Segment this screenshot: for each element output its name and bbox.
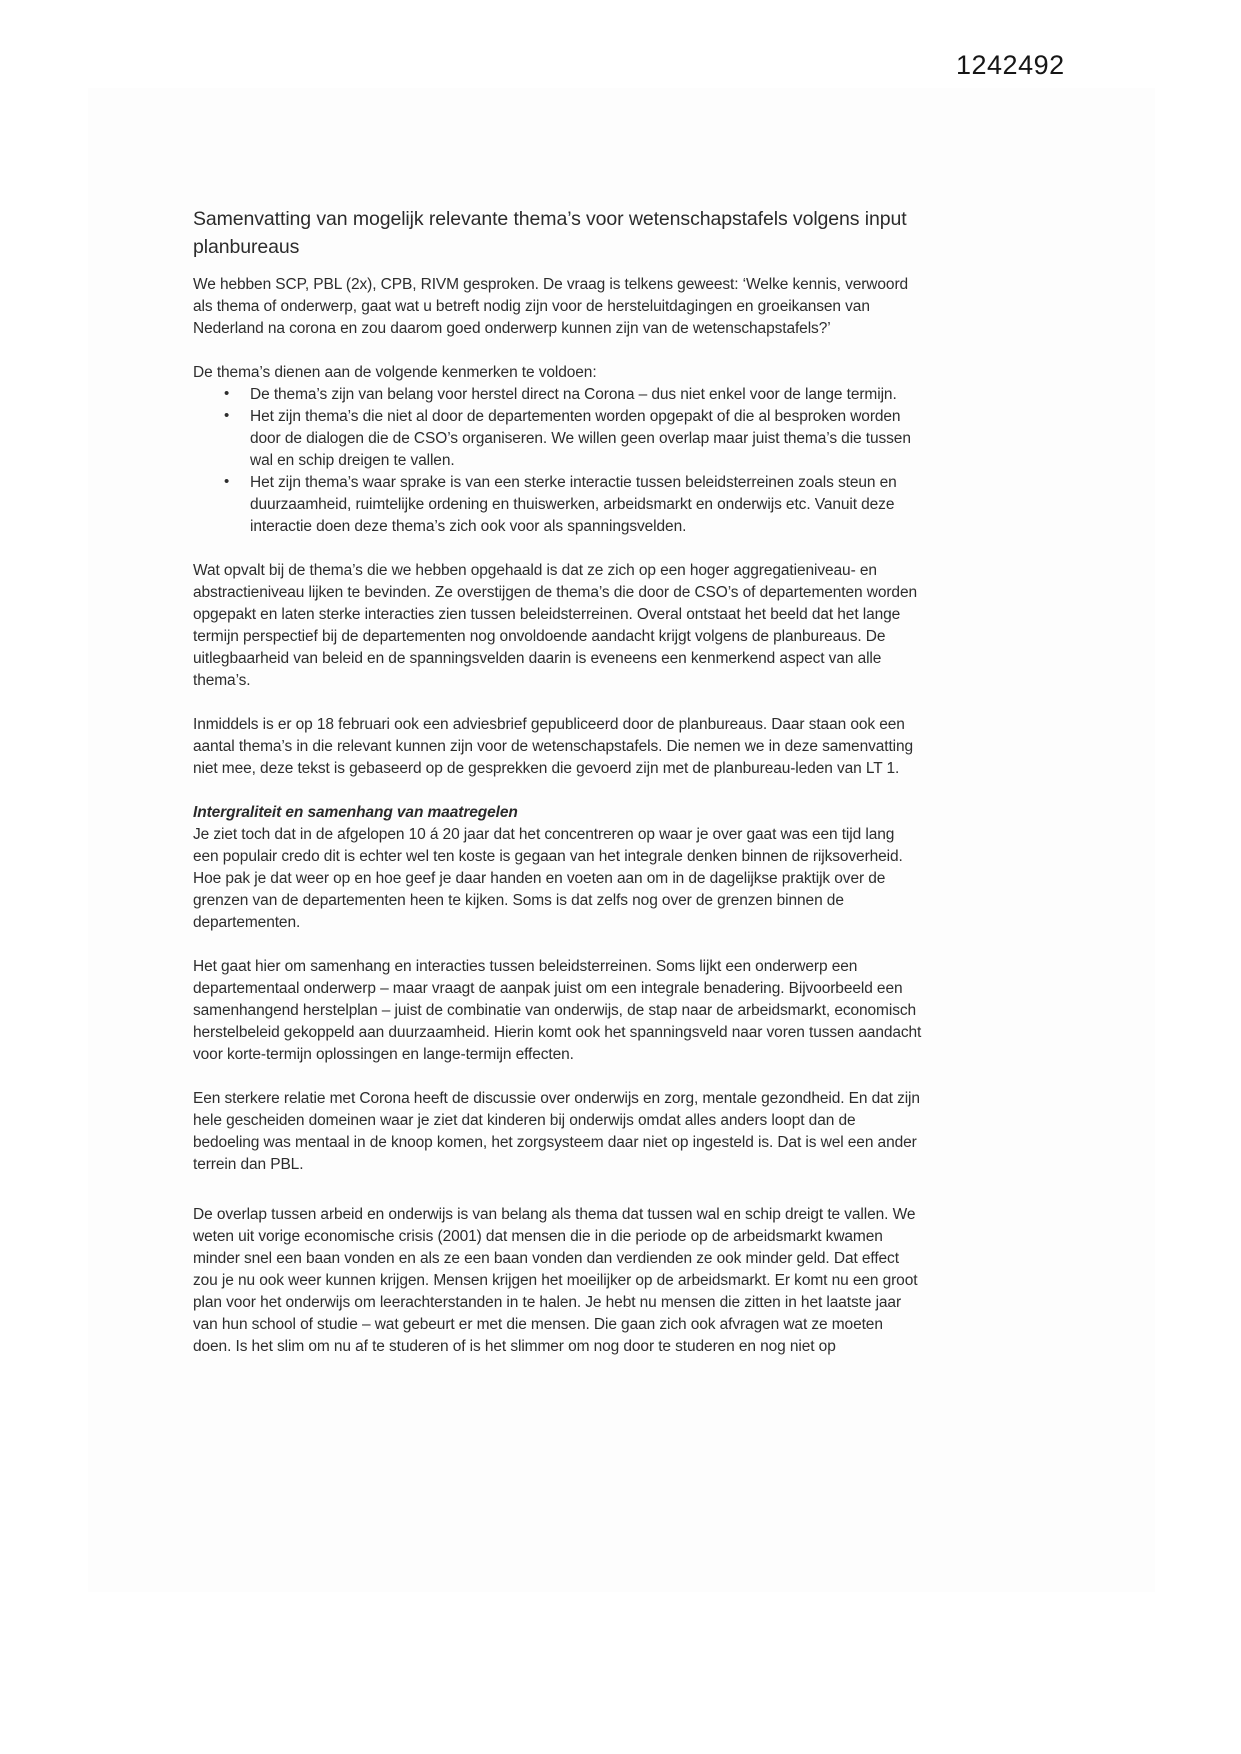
document-number-stamp: 1242492 <box>956 50 1065 80</box>
paragraph-advisory-note: Inmiddels is er op 18 februari ook een adviesbrief gepubliceerd door de planbureaus. Daar staan ook een aantal thema’s in die relevant kunnen zijn voor de wetenschapstafels. Die nemen we in deze samenvatting niet mee, deze tekst is gebaseerd op de gesprekken die gevoerd zijn met de planbureau-leden van LT 1. <box>193 716 914 777</box>
scanned-page <box>88 88 1155 1592</box>
bullet-icon: • <box>224 407 230 424</box>
bullet-icon: • <box>224 385 230 402</box>
document-title: Samenvatting van mogelijk relevante thema’s voor wetenschapstafels volgens input planbureaus <box>193 208 907 258</box>
paragraph-integrality-1: Je ziet toch dat in de afgelopen 10 á 20 jaar dat het concentreren op waar je over gaat was een tijd lang een populair credo dit is echter wel ten koste is gegaan van het integrale denken binnen de rijksoverheid. Hoe pak je dat weer op en hoe geef je daar handen en voeten aan om in de dagelijkse praktijk over de grenzen van de departementen heen te kijken. Soms is dat zelfs nog over de grenzen binnen de departementen. <box>193 826 903 931</box>
paragraph-overlap-labour-education: De overlap tussen arbeid en onderwijs is van belang als thema dat tussen wal en schip dreigt te vallen. We weten uit vorige economische crisis (2001) dat mensen die in die periode op de arbeidsmarkt kwamen minder snel een baan vonden en als ze een baan vonden dan verdienden ze ook minder geld. Dat effect zou je nu ook weer kunnen krijgen. Mensen krijgen het moeilijker op de arbeidsmarkt. Er komt nu een groot plan voor het onderwijs om leerachterstanden in te halen. Je hebt nu mensen die zitten in het laatste jaar van hun school of studie – wat gebeurt er met die mensen. Die gaan zich ook afvragen wat ze moeten doen. Is het slim om nu af te studeren of is het slimmer om nog door te studeren en nog niet op <box>193 1206 918 1355</box>
criteria-list-item <box>193 472 923 538</box>
section-heading-integrality: Intergraliteit en samenhang van maatregelen <box>193 804 518 821</box>
paragraph-observations: Wat opvalt bij de thema’s die we hebben opgehaald is dat ze zich op een hoger aggregatieniveau- en abstractieniveau lijken te bevinden. Ze overstijgen de thema’s die door de CSO’s of departementen worden opgepakt en laten sterke interacties zien tussen beleidsterreinen. Overal ontstaat het beeld dat het lange termijn perspectief bij de departementen nog onvoldoende aandacht krijgt volgens de planbureaus. De uitlegbaarheid van beleid en de spanningsvelden daarin is eveneens een kenmerkend aspect van alle thema’s. <box>193 562 917 689</box>
criteria-item-text: Het zijn thema’s die niet al door de departementen worden opgepakt of die al besproken worden door de dialogen die de CSO’s organiseren. We willen geen overlap maar juist thema’s die tussen wal en schip dreigen te vallen. <box>250 408 911 469</box>
paragraph-integrality-2: Het gaat hier om samenhang en interacties tussen beleidsterreinen. Soms lijkt een onderwerp een departementaal onderwerp – maar vraagt de aanpak juist om een integrale benadering. Bijvoorbeeld een samenhangend herstelplan – juist de combinatie van onderwijs, de stap naar de arbeidsmarkt, economisch herstelbeleid gekoppeld aan duurzaamheid. Hierin komt ook het spanningsveld naar voren tussen aandacht voor korte-termijn oplossingen en lange-termijn effecten. <box>193 958 922 1063</box>
criteria-item-text: Het zijn thema’s waar sprake is van een sterke interactie tussen beleidsterreinen zoals steun en duurzaamheid, ruimtelijke ordening en thuiswerken, arbeidsmarkt en onderwijs etc. Vanuit deze interactie doen deze thema’s zich ook voor als spanningsvelden. <box>250 474 897 535</box>
criteria-intro: De thema’s dienen aan de volgende kenmerken te voldoen: <box>193 364 597 381</box>
document-content <box>193 205 923 1380</box>
bullet-icon: • <box>224 473 230 490</box>
criteria-list <box>193 384 923 538</box>
paragraph-intro: We hebben SCP, PBL (2x), CPB, RIVM gesproken. De vraag is telkens geweest: ‘Welke kennis, verwoord als thema of onderwerp, gaat wat u betreft nodig zijn voor de hersteluitdagingen en groeikansen van Nederland na corona en zou daarom goed onderwerp kunnen zijn van de wetenschapstafels?’ <box>193 276 909 337</box>
paragraph-integrality-3: Een sterkere relatie met Corona heeft de discussie over onderwijs en zorg, mentale gezondheid. En dat zijn hele gescheiden domeinen waar je ziet dat kinderen bij onderwijs omdat alles anders loopt dan de bedoeling was mentaal in de knoop komen, het zorgsysteem daar niet op ingesteld is. Dat is wel een ander terrein dan PBL. <box>193 1090 920 1173</box>
criteria-list-item <box>193 384 923 406</box>
criteria-list-item <box>193 406 923 472</box>
criteria-item-text: De thema’s zijn van belang voor herstel direct na Corona – dus niet enkel voor de lange termijn. <box>250 386 897 403</box>
